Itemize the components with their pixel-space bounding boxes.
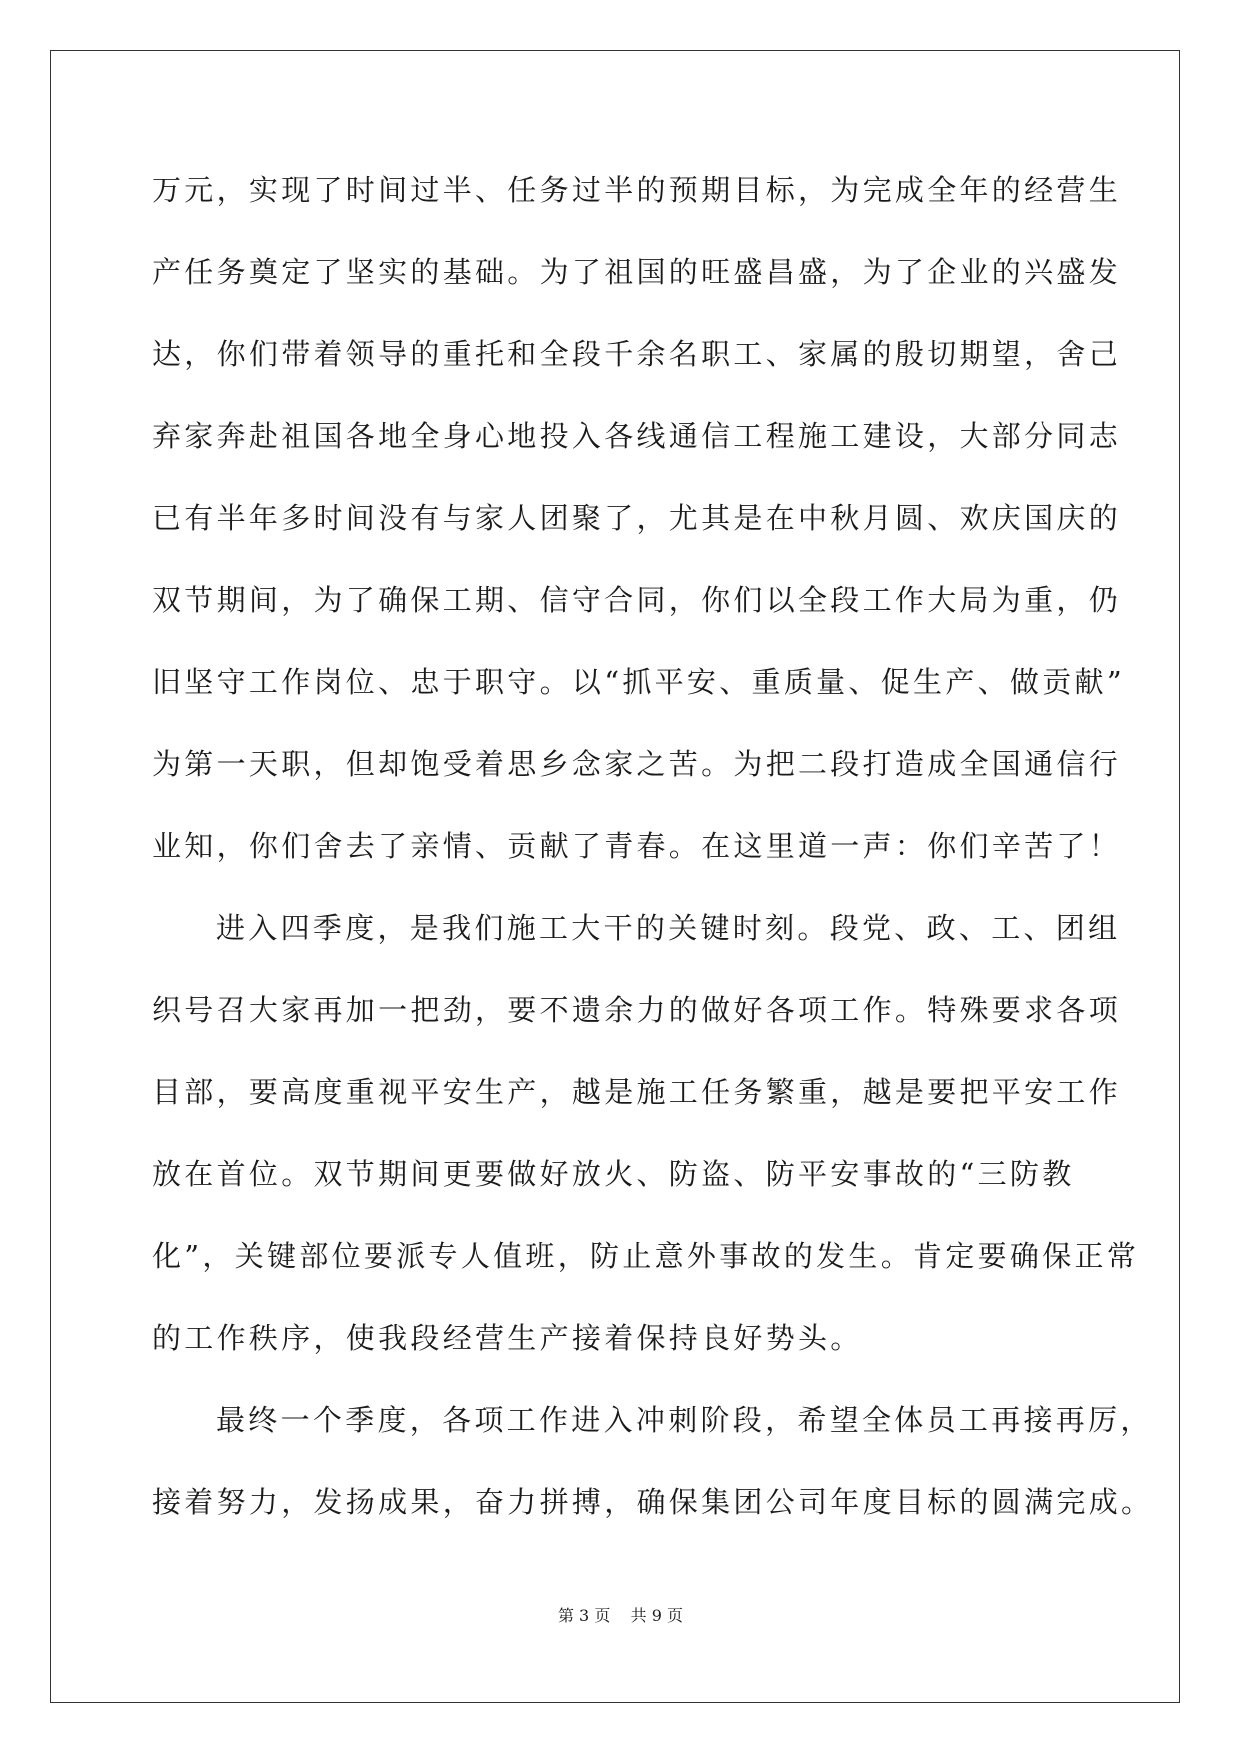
text-line-7: 旧坚守工作岗位、忠于职守。以“抓平安、重质量、促生产、做贡献” — [152, 665, 1125, 699]
text-line-12: 目部，要高度重视平安生产，越是施工任务繁重，越是要把平安工作 — [152, 1075, 1122, 1109]
document-body — [152, 156, 1154, 1550]
page-number-footer: 第 3 页 共 9 页 — [557, 1606, 684, 1625]
text-line-17: 接着努力，发扬成果，奋力拼搏，确保集团公司年度目标的圆满完成。 — [152, 1485, 1154, 1519]
text-line-16: 最终一个季度，各项工作进入冲刺阶段，希望全体员工再接再厉， — [216, 1403, 1153, 1437]
text-line-14: 化”，关键部位要派专人值班，防止意外事故的发生。肯定要确保正常 — [152, 1239, 1140, 1273]
text-line-1: 万元，实现了时间过半、任务过半的预期目标，为完成全年的经营生 — [152, 173, 1122, 207]
text-line-3: 达，你们带着领导的重托和全段千余名职工、家属的殷切期望，舍己 — [152, 337, 1122, 371]
text-line-8: 为第一天职，但却饱受着思乡念家之苦。为把二段打造成全国通信行 — [152, 747, 1122, 781]
text-line-9: 业知，你们舍去了亲情、贡献了青春。在这里道一声：你们辛苦了！ — [152, 829, 1122, 863]
text-line-15: 的工作秩序，使我段经营生产接着保持良好势头。 — [152, 1321, 863, 1355]
text-line-10: 进入四季度，是我们施工大干的关键时刻。段党、政、工、团组 — [216, 911, 1121, 945]
text-line-2: 产任务奠定了坚实的基础。为了祖国的旺盛昌盛，为了企业的兴盛发 — [152, 255, 1122, 289]
text-line-13: 放在首位。双节期间更要做好放火、防盗、防平安事故的“三防教 — [152, 1157, 1075, 1191]
text-line-11: 织号召大家再加一把劲，要不遗余力的做好各项工作。特殊要求各项 — [152, 993, 1122, 1027]
text-line-5: 已有半年多时间没有与家人团聚了，尤其是在中秋月圆、欢庆国庆的 — [152, 501, 1122, 535]
text-line-6: 双节期间，为了确保工期、信守合同，你们以全段工作大局为重，仍 — [152, 583, 1122, 617]
text-line-4: 弃家奔赴祖国各地全身心地投入各线通信工程施工建设，大部分同志 — [152, 419, 1122, 453]
